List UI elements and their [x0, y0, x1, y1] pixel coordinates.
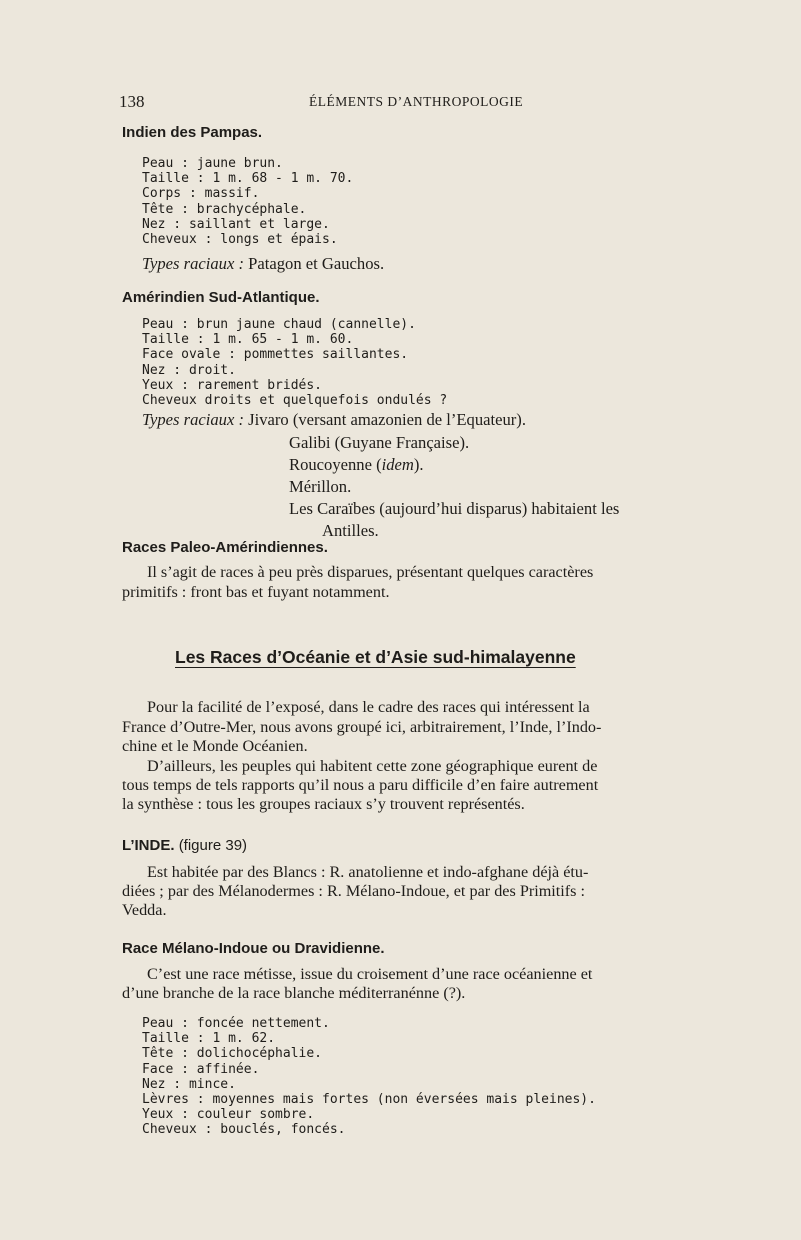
type-text: Roucoyenne ( — [289, 455, 382, 474]
pampas-types — [142, 254, 384, 274]
pampas-traits — [142, 156, 353, 247]
melano-traits — [142, 1016, 596, 1138]
inde-title: L’INDE. — [122, 837, 175, 854]
chapter-heading: Les Races d’Océanie et d’Asie sud-himalayenne — [175, 647, 576, 667]
type-line: Jivaro (versant amazonien de l’Equateur). — [248, 410, 526, 429]
paragraph-line: France d’Outre-Mer, nous avons groupé ici, arbitrairement, l’Inde, l’Indo- — [122, 718, 602, 736]
trait-line: Cheveux : longs et épais. — [142, 232, 338, 248]
trait-line: Tête : brachycéphale. — [142, 201, 307, 217]
paragraph-line: D’ailleurs, les peuples qui habitent cette zone géographique eurent de — [147, 757, 598, 775]
trait-line: Face : affinée. — [142, 1061, 260, 1077]
trait-line: Nez : saillant et large. — [142, 216, 330, 232]
paragraph-line: la synthèse : tous les groupes raciaux s’y trouvent représentés. — [122, 795, 525, 813]
trait-line: Peau : foncée nettement. — [142, 1016, 330, 1031]
type-line: Antilles. — [322, 521, 379, 540]
paragraph-line: diées ; par des Mélanodermes : R. Mélano-Indoue, et par des Primitifs : — [122, 882, 586, 900]
section-title-melano: Race Mélano-Indoue ou Dravidienne. — [122, 940, 385, 957]
trait-line: Peau : jaune brun. — [142, 156, 283, 171]
figure-reference: (figure 39) — [178, 837, 248, 854]
trait-line: Cheveux : bouclés, foncés. — [142, 1122, 346, 1138]
trait-line: Lèvres : moyennes mais fortes (non éversées mais pleines). — [142, 1092, 596, 1108]
type-line: Les Caraïbes (aujourd’hui disparus) habitaient les — [289, 499, 620, 518]
running-title: ÉLÉMENTS D’ANTHROPOLOGIE — [309, 94, 524, 109]
trait-line: Corps : massif. — [142, 186, 260, 202]
paragraph-line: Pour la facilité de l’exposé, dans le cadre des races qui intéressent la — [147, 698, 590, 716]
paragraph-line: Est habitée par des Blancs : R. anatolienne et indo-afghane déjà étu- — [147, 863, 589, 881]
paleo-line: Il s’agit de races à peu près disparues, présentant quelques caractères — [147, 563, 594, 581]
inde-title-line — [122, 837, 247, 854]
sud-atlantique-types — [142, 410, 526, 430]
section-title-pampas: Indien des Pampas. — [122, 124, 263, 141]
trait-line: Peau : brun jaune chaud (cannelle). — [142, 317, 416, 332]
section-title-sud-atlantique: Amérindien Sud-Atlantique. — [122, 289, 320, 306]
paragraph-line: chine et le Monde Océanien. — [122, 737, 308, 755]
type-idem: idem — [381, 455, 414, 474]
page-header — [119, 92, 559, 116]
types-value: Patagon et Gauchos. — [248, 254, 385, 273]
paragraph-line: d’une branche de la race blanche méditerranénne (?). — [122, 984, 466, 1002]
type-line: Galibi (Guyane Française). — [289, 433, 470, 452]
trait-line: Yeux : couleur sombre. — [142, 1107, 315, 1123]
trait-line: Cheveux droits et quelquefois ondulés ? — [142, 393, 448, 409]
type-text: ). — [413, 455, 424, 474]
types-label: Types raciaux : — [142, 410, 244, 429]
trait-line: Taille : 1 m. 68 - 1 m. 70. — [142, 171, 354, 187]
types-label: Types raciaux : — [142, 254, 244, 273]
type-line-roucoyenne — [289, 455, 424, 475]
trait-line: Nez : droit. — [142, 362, 236, 378]
trait-line: Face ovale : pommettes saillantes. — [142, 347, 409, 363]
trait-line: Tête : dolichocéphalie. — [142, 1046, 323, 1062]
type-line: Mérillon. — [289, 477, 352, 496]
trait-line: Taille : 1 m. 62. — [142, 1031, 276, 1047]
trait-line: Yeux : rarement bridés. — [142, 377, 323, 393]
trait-line: Nez : mince. — [142, 1076, 236, 1092]
section-title-paleo: Races Paleo-Amérindiennes. — [122, 539, 328, 556]
paragraph-line: Vedda. — [122, 901, 167, 919]
sud-atlantique-traits — [142, 317, 447, 408]
trait-line: Taille : 1 m. 65 - 1 m. 60. — [142, 332, 354, 348]
page-number: 138 — [119, 92, 145, 111]
paleo-line: primitifs : front bas et fuyant notamment. — [122, 583, 390, 601]
paragraph-line: tous temps de tels rapports qu’il nous a paru difficile d’en faire autrement — [122, 776, 599, 794]
paragraph-line: C’est une race métisse, issue du croisement d’une race océanienne et — [147, 965, 593, 983]
